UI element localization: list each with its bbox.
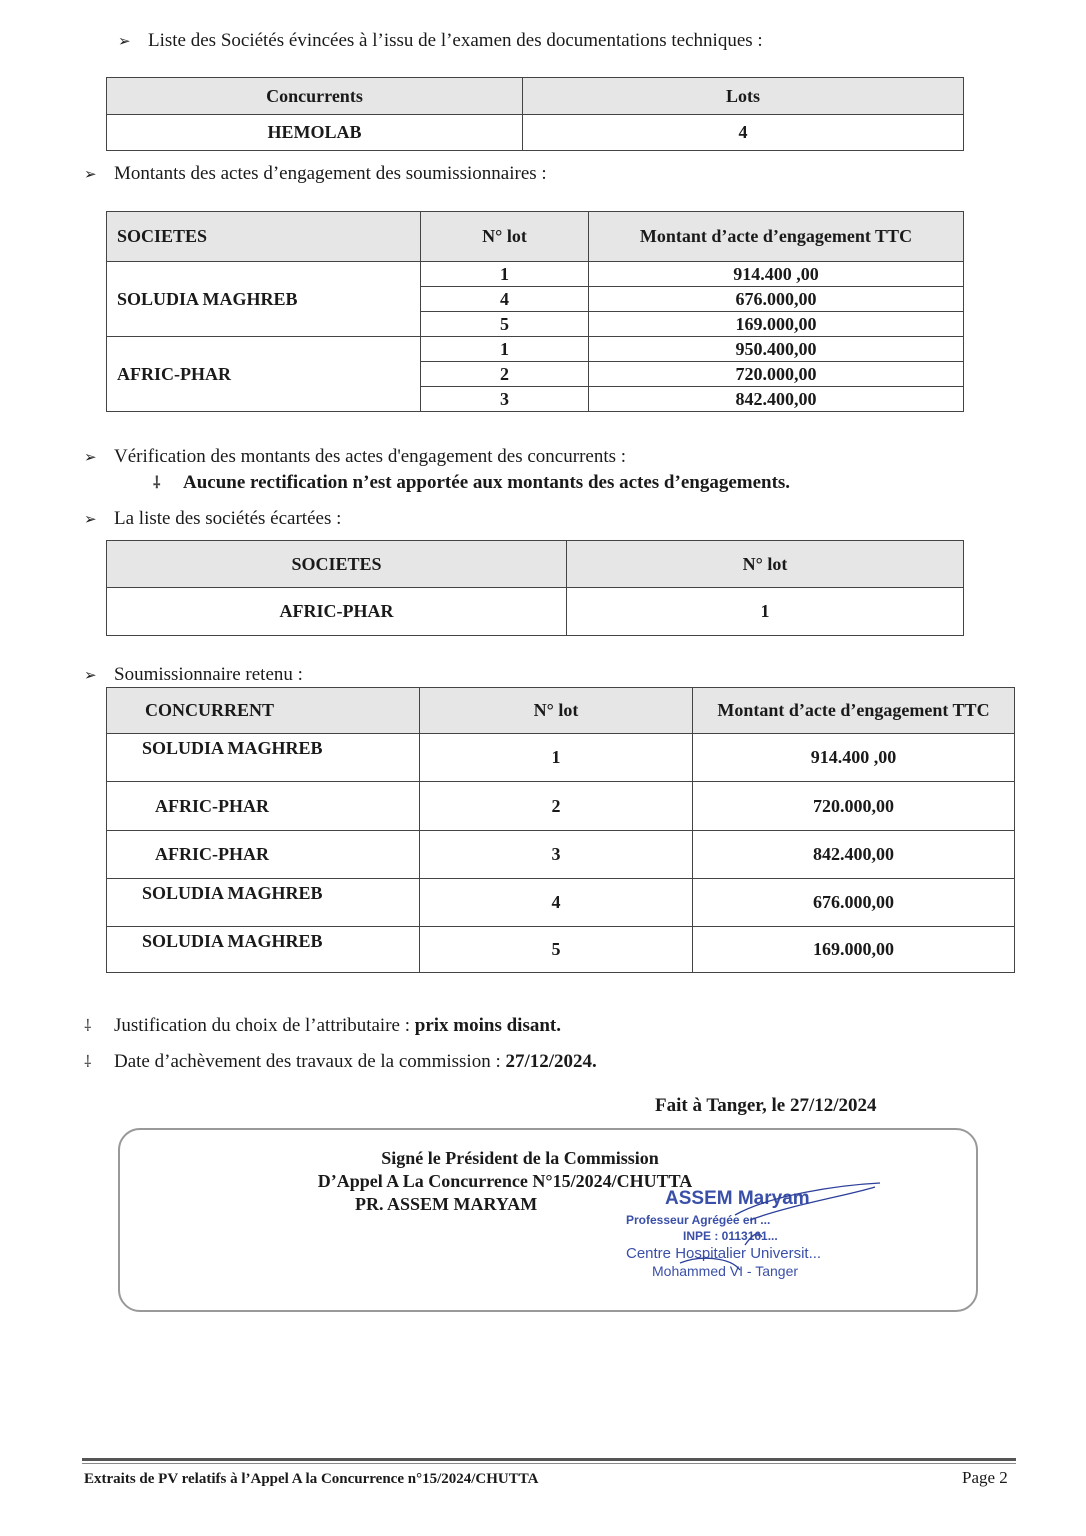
table-row: SOLUDIA MAGHREB 4 676.000,00 [107, 879, 1015, 927]
table-row: SOLUDIA MAGHREB 5 169.000,00 [107, 927, 1015, 973]
arrow-bullet-icon: ➢ [118, 32, 131, 50]
stamp-name: ASSEM Maryam [665, 1188, 810, 1209]
col-header-lot: N° lot [567, 541, 964, 588]
section5-heading: ➢ Soumissionnaire retenu : [84, 664, 303, 685]
col-header-lots: Lots [523, 78, 964, 115]
stamp-line5: Mohammed VI - Tanger [652, 1263, 799, 1279]
table-row: 5 169.000,00 [107, 312, 964, 337]
col-header-concurrent: CONCURRENT [107, 688, 420, 734]
col-header-lot: N° lot [420, 688, 693, 734]
stamp-line4: Centre Hospitalier Universit... [626, 1245, 822, 1262]
plus-bullet-icon: ⸸ [84, 1052, 92, 1071]
justification-line: ⸸ Justification du choix de l’attributaire : prix moins disant. [84, 1015, 561, 1036]
arrow-bullet-icon: ➢ [84, 165, 97, 183]
table-row: 2 720.000,00 [107, 362, 964, 387]
plus-bullet-icon: ⸸ [153, 473, 161, 492]
amounts-table [106, 211, 964, 412]
table-row: 4 676.000,00 [107, 287, 964, 312]
page-number: Page 2 [962, 1468, 1008, 1487]
table-row: AFRIC-PHAR 3 842.400,00 [107, 831, 1015, 879]
table-row: AFRIC-PHAR 1 950.400,00 [107, 337, 964, 362]
section3-note: ⸸ Aucune rectification n’est apportée aux montants des actes d’engagements. [153, 472, 791, 493]
winners-table [106, 687, 1015, 973]
table-row: AFRIC-PHAR 2 720.000,00 [107, 782, 1015, 831]
excluded-table [106, 540, 964, 636]
plus-bullet-icon: ⸸ [84, 1016, 92, 1035]
col-header-concurrents: Concurrents [107, 78, 523, 115]
col-header-montant: Montant d’acte d’engagement TTC [693, 688, 1015, 734]
footer-rule [82, 1458, 1016, 1461]
footer-rule-thin [82, 1463, 1016, 1464]
table-row: 3 842.400,00 [107, 387, 964, 412]
table-row: AFRIC-PHAR 1 [107, 588, 964, 636]
stamp-line3: INPE : 0113161... [683, 1229, 778, 1243]
arrow-bullet-icon: ➢ [84, 666, 97, 684]
col-header-societes: SOCIETES [107, 541, 567, 588]
section4-heading: ➢ La liste des sociétés écartées : [84, 508, 342, 529]
section1-heading: ➢ Liste des Sociétés évincées à l’issu de l’examen des documentations techniques : [118, 30, 763, 51]
arrow-bullet-icon: ➢ [84, 510, 97, 528]
col-header-lot: N° lot [421, 212, 589, 262]
table-row: HEMOLAB 4 [107, 115, 964, 151]
table-row: SOLUDIA MAGHREB 1 914.400 ,00 [107, 262, 964, 287]
signature-line3: PR. ASSEM MARYAM [355, 1194, 538, 1214]
fait-a-line: Fait à Tanger, le 27/12/2024 [655, 1095, 877, 1116]
signature-line1: Signé le Président de la Commission [381, 1148, 659, 1168]
table-row: SOLUDIA MAGHREB 1 914.400 ,00 [107, 734, 1015, 782]
col-header-societes: SOCIETES [107, 212, 421, 262]
signature-line2: D’Appel A La Concurrence N°15/2024/CHUTTA [317, 1171, 693, 1191]
section2-heading: ➢ Montants des actes d’engagement des soumissionnaires : [84, 163, 547, 184]
stamp-line2: Professeur Agrégée en ... [626, 1213, 771, 1227]
arrow-bullet-icon: ➢ [84, 448, 97, 466]
date-line: ⸸ Date d’achèvement des travaux de la commission : 27/12/2024. [84, 1051, 597, 1072]
col-header-montant: Montant d’acte d’engagement TTC [589, 212, 964, 262]
evinced-table [106, 77, 964, 151]
footer-text: Extraits de PV relatifs à l’Appel A la Concurrence n°15/2024/CHUTTA [84, 1471, 539, 1487]
handwritten-signature [640, 1175, 890, 1285]
section3-heading: ➢ Vérification des montants des actes d'engagement des concurrents : [84, 446, 627, 467]
